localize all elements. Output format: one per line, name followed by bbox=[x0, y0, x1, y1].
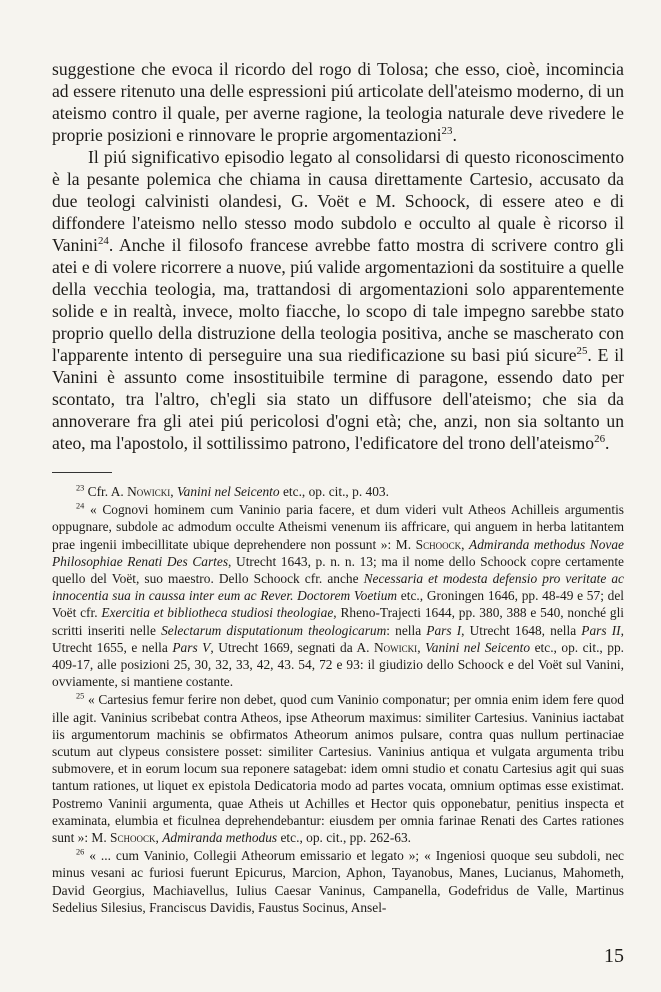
footnote-number: 25 bbox=[76, 691, 85, 701]
footnote-23 bbox=[52, 483, 624, 500]
footnote-text: etc., op. cit., pp. 262-63. bbox=[277, 830, 412, 846]
footnote-text: « ... cum Vaninio, Collegii Atheorum emissario et legato »; « Ingeniosi quoque seu subdoli, nec minus vesani ac furiosi fuerunt Epicurus, Marcion, Aphon, Tayanobus, Manes, Lucianus, Mahometh, David Georgius, Machiavellus, Iulius Caesar Vaninus, Campanella, Godefridus de Valle, Martinus Sedelius Silesius, Franciscus Davidis, Faustus Socinus, Ansel- bbox=[52, 848, 624, 915]
footnote-number: 23 bbox=[76, 483, 85, 493]
work-title: Necessaria et modesta defensio pro veritate ac innocentia sua in caussa inter eum ac Rever. Doctorem Voetium bbox=[52, 571, 624, 604]
work-title: Pars V bbox=[172, 639, 211, 655]
footnotes bbox=[52, 483, 624, 916]
footnote-text: , bbox=[461, 536, 470, 552]
footnote-text: etc., op. cit., pp. 409-17, alle posizioni 25, 30, 32, 33, 42, 43. 54, 72 e 93: il giudizio dello Schoock e del Voët sul Vanini, ovviamente, si mantiene costante. bbox=[52, 639, 625, 690]
work-title: Exercitia et bibliotheca studiosi theologiae bbox=[101, 605, 334, 621]
paragraph-2-end: . bbox=[605, 433, 610, 453]
paragraph-2-text-c: . E il Vanini è assunto come insostituibile termine di paragone, essendo dato per scontato, tra l'altro, ch'egli sia stato un diffusore dell'ateismo; che sia da annoverare fra gli atei piú pericolosi d'ogni età; che, anzi, non sia soltanto un ateo, ma l'apostolo, il sottilissimo patrono, l'edificatore del trono dell'ateismo bbox=[52, 345, 624, 453]
paragraph-2-text-b: . Anche il filosofo francese avrebbe fatto mostra di scrivere contro gli atei e di volere ricorrere a nuove, piú valide argomentazioni da sostituire a quelle della vecchia teologia, ma, trattandosi di argomentazioni solo apparentemente solide e in realtà, invece, molto fiacche, lo scopo di tale impegno sarebbe stato proprio quello della distruzione della teologia positiva, anche se mascherato con l'apparente intento di perseguire una sua riedificazione su basi piú sicure bbox=[52, 235, 624, 365]
page bbox=[52, 58, 624, 917]
paragraph-2 bbox=[52, 146, 624, 454]
footnote-text: « Cartesius femur ferire non debet, quod cum Vaninio componatur; per omnia enim idem fere quod ille agit. Vaninius scribebat contra Atheos, ipse Atheorum maximus: similiter Cartesius. Vaninius iactabat iis argumentorum machinis se obfirmatos Atheorum animos pulsare, contra quas nullum pertinaciae scutum aut clypeus consistere posset: similiter Cartesius. Vaninius antiqua et vulgata argumenta tribu submovere, et in eorum locum sua reponere satagebat: idem omni studio et conatu Cartesius agit qui suas tantum rationes, ut liquet ex epistola Dedicatoria modo ad partes vocata, omnium optimas esse existimat. Postremo Vaninii argumenta, quae Atheis ut Achilles et Hector quis opponebatur, penitius inspecta et examinata, elumbia et ficulnea deprehendebantur: eiusdem per omnia farinae Renati des Cartes rationes sunt »: M. bbox=[52, 692, 624, 846]
author-name: Schoock bbox=[110, 830, 156, 846]
main-text bbox=[52, 58, 624, 454]
author-name: Nowicki bbox=[127, 484, 171, 499]
footnote-number: 26 bbox=[76, 847, 85, 857]
footnote-text: , Rheno-Trajecti 1644, pp. 380, 388 e 540, nonché gli scritti inseriti nelle bbox=[52, 605, 625, 638]
footnote-text: Cfr. A. bbox=[87, 484, 128, 499]
footnote-26 bbox=[52, 847, 624, 916]
work-title: Pars II bbox=[581, 622, 621, 638]
footnote-text: etc., op. cit., p. 403. bbox=[279, 484, 389, 499]
footnote-text: « Cognovi hominem cum Vaninio paria facere, et dum videri vult Atheos Achilleis argumentis oppugnare, subdole ac admodum occulte Atheismi venenum iis affricare, qui anguem in herba latitantem prae ingenii imbecillitate ubique deprehendere non possunt »: M. bbox=[52, 502, 624, 552]
paragraph-1: suggestione che evoca il ricordo del rogo di Tolosa; che esso, cioè, incomincia ad essere ritenuto una delle espressioni piú articolate dell'ateismo moderno, di un ateismo contro il quale, per averne ragione, la teologia naturale deve rivedere le proprie posizioni e rinnovare le proprie argomentazioni$^{23}$. bbox=[52, 59, 624, 145]
paragraph-2-text-a: Il piú significativo episodio legato al consolidarsi di questo riconoscimento è la pesante polemica che chiama in causa direttamente Cartesio, accusato da due teologi calvinisti olandesi, G. Voët e M. Schoock, di essere ateo e di diffondere l'ateismo nello stesso modo subdolo e occulto al quale è ricorso il Vanini bbox=[52, 147, 624, 255]
footnote-25 bbox=[52, 691, 624, 846]
footnote-ref-25[interactable]: 25 bbox=[576, 345, 588, 358]
footnote-ref-24[interactable]: 24 bbox=[97, 235, 109, 248]
footnote-ref-26[interactable]: 26 bbox=[594, 433, 606, 446]
author-name: Schoock bbox=[415, 536, 462, 552]
footnote-text: , bbox=[170, 484, 177, 499]
work-title: Admiranda methodus Novae Philosophiae Renati Des Cartes bbox=[52, 536, 624, 569]
footnote-text: , Utrecht 1648, nella bbox=[461, 622, 582, 638]
author-name: Nowicki bbox=[374, 639, 418, 655]
footnote-rule bbox=[52, 472, 112, 473]
work-title: Vanini nel Seicento bbox=[425, 639, 531, 655]
footnote-text: : nella bbox=[386, 622, 427, 638]
work-title: Vanini nel Seicento bbox=[176, 484, 280, 499]
page-number: 15 bbox=[604, 945, 624, 967]
footnote-text: , Utrecht 1643, p. n. n. 13; ma il nome dello Schoock copre certamente quello del Voët, suo maestro. Dello Schoock cfr. anche bbox=[52, 553, 624, 587]
footnote-24 bbox=[52, 501, 624, 690]
work-title: Pars I bbox=[426, 622, 462, 638]
paragraph-1-text: suggestione che evoca il ricordo del rogo di Tolosa; che esso, cioè, incomincia ad essere ritenuto una delle espressioni piú articolate dell'ateismo moderno, di un ateismo contro il quale, per averne ragione, la teologia naturale deve rivedere le proprie posizioni e rinnovare le proprie argomentazioni bbox=[52, 59, 624, 145]
footnote-text: , bbox=[417, 639, 426, 655]
work-title: Selectarum disputationum theologicarum bbox=[161, 622, 387, 638]
work-title: Admiranda methodus bbox=[162, 830, 278, 846]
footnote-ref-23[interactable]: 23 bbox=[441, 125, 453, 138]
footnote-text: , Utrecht 1669, segnati da A. bbox=[210, 639, 375, 655]
footnote-text: , bbox=[155, 830, 163, 846]
footnote-text: , Utrecht 1655, e nella bbox=[52, 622, 624, 655]
footnote-text: etc., Groningen 1646, pp. 48-49 e 57; del Voët cfr. bbox=[52, 588, 625, 621]
footnote-number: 24 bbox=[76, 501, 85, 511]
